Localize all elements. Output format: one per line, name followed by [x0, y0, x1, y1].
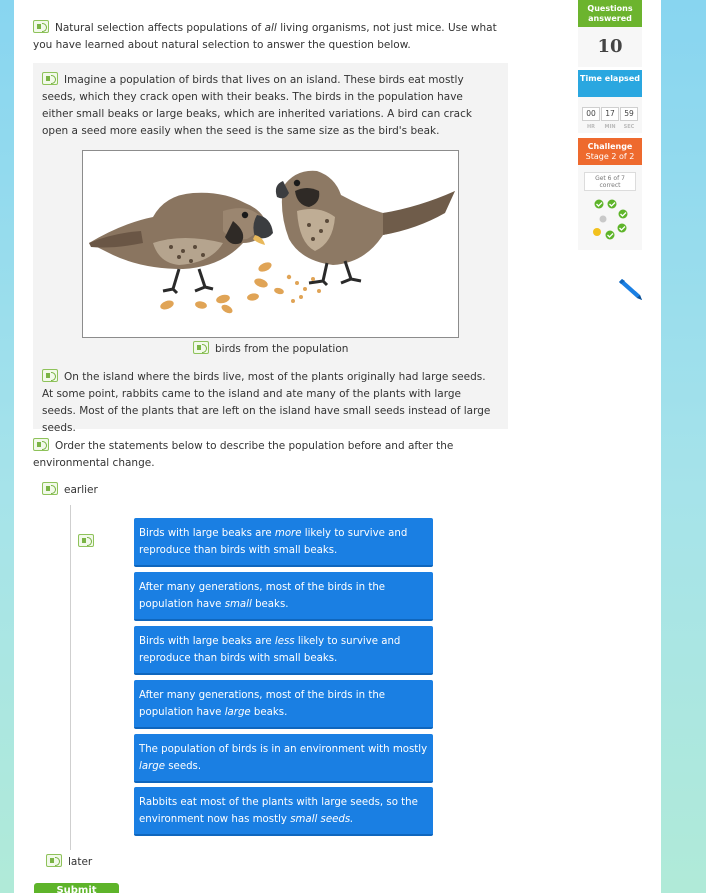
pending-dot	[600, 216, 607, 223]
questions-answered-label: Questions answered	[578, 0, 642, 27]
speaker-icon[interactable]	[42, 72, 58, 85]
bird-illustration	[82, 150, 459, 338]
speaker-icon[interactable]	[42, 369, 58, 382]
order-card-1[interactable]: Birds with large beaks are more likely to survive and reproduce than birds with small beaks.	[134, 518, 433, 567]
speaker-icon[interactable]	[42, 482, 58, 495]
left-bird	[89, 193, 273, 293]
order-card-6[interactable]: Rabbits eat most of the plants with large seeds, so the environment now has mostly small seeds.	[134, 787, 433, 836]
challenge-box	[578, 165, 642, 250]
timer	[578, 97, 642, 133]
challenge-progress	[588, 195, 632, 245]
challenge-goal: Get 6 of 7 correct	[584, 172, 636, 191]
challenge-label: Challenge Stage 2 of 2	[578, 138, 642, 165]
scenario-box	[33, 63, 508, 434]
scenario-text: Imagine a population of birds that lives on an island. These birds eat mostly seeds, which they crack open with their beaks. The birds in the population have either small beaks or large beaks, which are inherited variations. A bird can crack open a seed more easily when the seed is the same size as the bird's beak.	[42, 74, 472, 137]
timer-minutes: 17	[601, 107, 619, 121]
timer-seconds-unit: SEC	[623, 124, 635, 130]
speaker-icon[interactable]	[46, 854, 62, 867]
figure-caption: birds from the population	[193, 341, 348, 358]
current-dot	[593, 228, 601, 236]
order-question: Order the statements below to describe the population before and after the environmental change.	[33, 440, 454, 469]
check-icon	[619, 210, 628, 219]
time-elapsed-label: Time elapsed	[578, 70, 642, 97]
speaker-icon[interactable]	[33, 438, 49, 451]
submit-button[interactable]: Submit	[34, 883, 119, 893]
order-timeline-line	[70, 505, 71, 850]
order-card-5[interactable]: The population of birds is in an environment with mostly large seeds.	[134, 734, 433, 783]
check-icon	[595, 200, 604, 209]
speaker-icon[interactable]	[78, 534, 94, 547]
birds-image	[83, 151, 458, 337]
intro-text: Natural selection affects populations of all living organisms, not just mice. Use what you have learned about natural selection to answer the question below.	[33, 22, 497, 51]
questions-answered-value: 10	[578, 27, 642, 67]
check-icon	[618, 224, 627, 233]
timer-hours: 00	[582, 107, 600, 121]
order-card-2[interactable]: After many generations, most of the birds in the population have small beaks.	[134, 572, 433, 621]
right-bird	[276, 171, 455, 285]
environment-change-text: On the island where the birds live, most of the plants originally had large seeds. At some point, rabbits came to the island and ate many of the plants with large seeds. Most of the plants that are left on the island have small seeds instead of large seeds.	[42, 371, 491, 434]
order-card-4[interactable]: After many generations, most of the birds in the population have large beaks.	[134, 680, 433, 729]
timer-hours-unit: HR	[586, 124, 596, 130]
question-panel	[14, 0, 661, 893]
order-card-3[interactable]: Birds with large beaks are less likely to survive and reproduce than birds with small beaks.	[134, 626, 433, 675]
speaker-icon[interactable]	[193, 341, 209, 354]
check-icon	[606, 231, 615, 240]
check-icon	[608, 200, 617, 209]
speaker-icon[interactable]	[33, 20, 49, 33]
timer-seconds: 59	[620, 107, 638, 121]
earlier-label: earlier	[42, 482, 98, 499]
pencil-icon[interactable]	[618, 276, 644, 302]
timer-minutes-unit: MIN	[604, 124, 616, 130]
later-label: later	[46, 854, 92, 871]
